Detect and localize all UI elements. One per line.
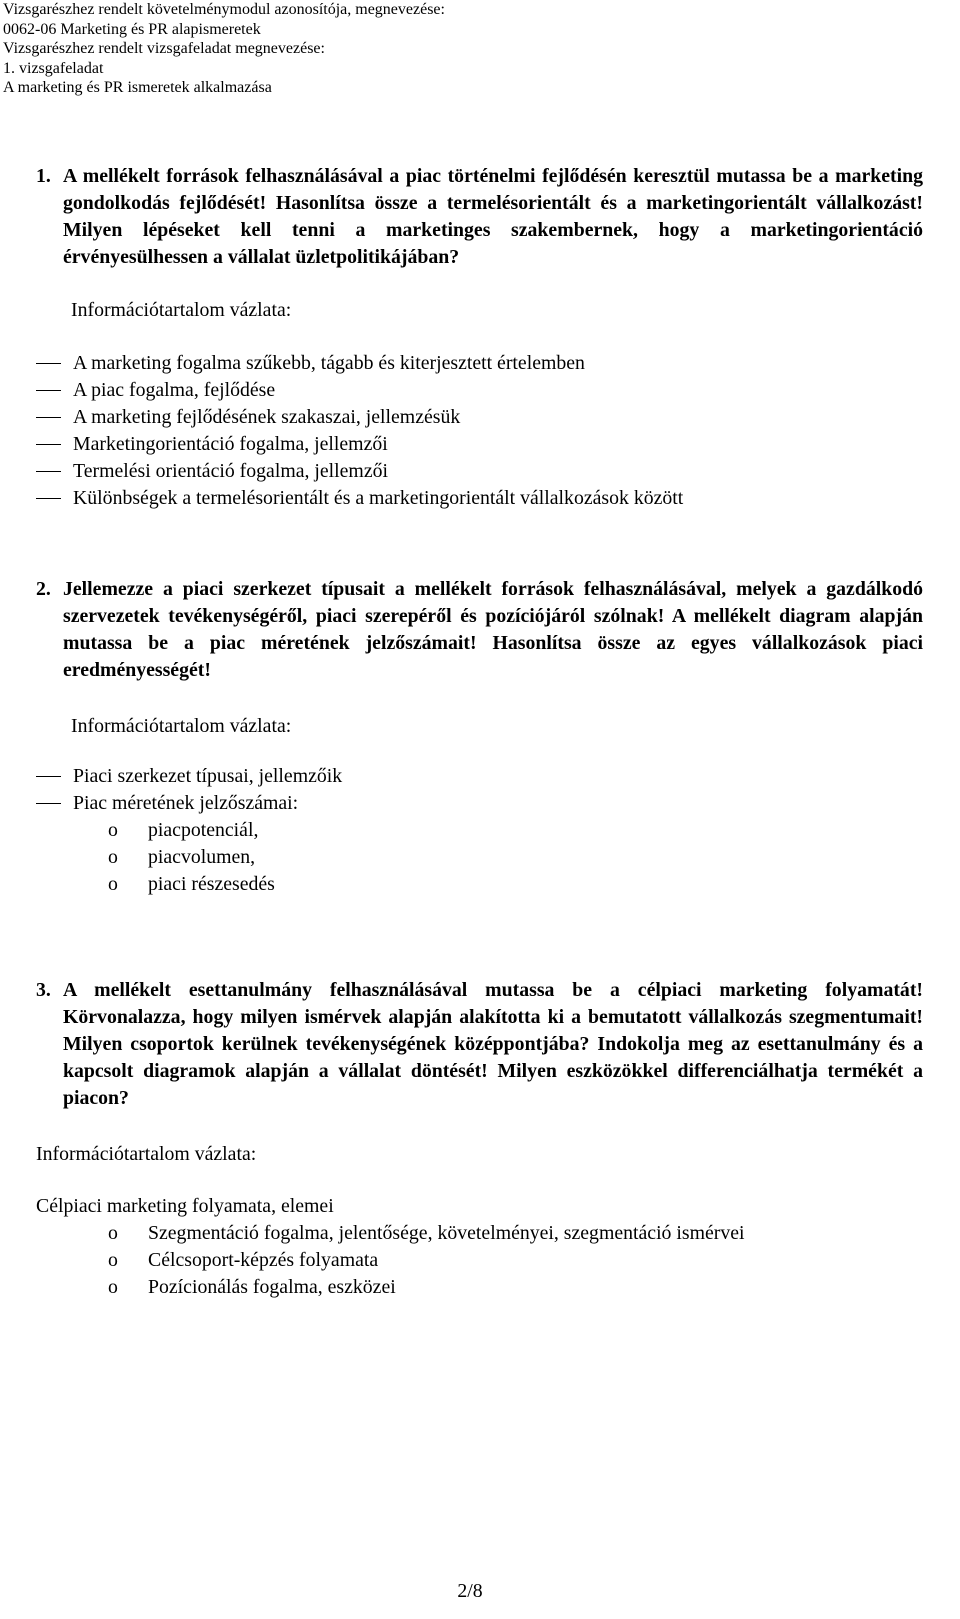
- dash-bullet: [36, 444, 61, 445]
- o-bullet: o: [108, 1222, 118, 1244]
- question-text: A mellékelt források felhasználásával a piac történelmi fejlődésén keresztül mutassa be a marketing gondolkodás fejlődését! Hasonlítsa össze a termelésorientált és a marketingorientált vállalkozást! Milyen lépéseket kell tenni a marketinges szakembernek, hogy a marketingorientáció érvényesülhessen a vállalat üzletpolitikájában?: [63, 165, 923, 268]
- header-line: A marketing és PR ismeretek alkalmazása: [3, 79, 272, 96]
- header-line: 0062-06 Marketing és PR alapismeretek: [3, 20, 261, 38]
- dash-bullet: [36, 471, 61, 472]
- list-item: o Célcsoport-képzés folyamata: [108, 1247, 960, 1274]
- list-item: Piaci szerkezet típusai, jellemzőik: [36, 763, 936, 790]
- o-bullet: o: [108, 873, 118, 895]
- list-item: A piac fogalma, fejlődése: [36, 377, 936, 404]
- header-line: Vizsgarészhez rendelt vizsgafeladat megnevezése:: [3, 40, 325, 57]
- header-line: 1. vizsgafeladat: [3, 59, 104, 77]
- q1-outline-list: [36, 350, 936, 512]
- list-item: Termelési orientáció fogalma, jellemzői: [36, 458, 936, 485]
- dash-bullet: [36, 803, 61, 804]
- page-header: [3, 0, 943, 98]
- info-label: Információtartalom vázlata:: [71, 299, 292, 321]
- list-item: Marketingorientáció fogalma, jellemzői: [36, 431, 936, 458]
- list-item: o piacpotenciál,: [108, 817, 960, 844]
- dash-bullet: [36, 363, 61, 364]
- question-number: 3.: [36, 979, 51, 1001]
- question-number: 2.: [36, 578, 51, 600]
- dash-bullet: [36, 776, 61, 777]
- info-label: Információtartalom vázlata:: [36, 1143, 257, 1165]
- dash-bullet: [36, 417, 61, 418]
- q3-sub-list: [108, 1220, 960, 1301]
- o-bullet: o: [108, 846, 118, 868]
- question-2: [36, 576, 923, 684]
- info-label: Információtartalom vázlata:: [71, 715, 292, 737]
- question-1: [36, 163, 923, 271]
- list-item: o Pozícionálás fogalma, eszközei: [108, 1274, 960, 1301]
- question-3: [36, 977, 923, 1112]
- list-item: o piaci részesedés: [108, 871, 960, 898]
- list-item: A marketing fogalma szűkebb, tágabb és kiterjesztett értelemben: [36, 350, 936, 377]
- header-line: Vizsgarészhez rendelt követelménymodul azonosítója, megnevezése:: [3, 1, 445, 18]
- outline-heading: Célpiaci marketing folyamata, elemei: [36, 1195, 334, 1217]
- list-item: A marketing fejlődésének szakaszai, jellemzésük: [36, 404, 936, 431]
- o-bullet: o: [108, 1249, 118, 1271]
- list-item: o Szegmentáció fogalma, jelentősége, követelményei, szegmentáció ismérvei: [108, 1220, 960, 1247]
- dash-bullet: [36, 390, 61, 391]
- dash-bullet: [36, 498, 61, 499]
- question-text: A mellékelt esettanulmány felhasználásával mutassa be a célpiaci marketing folyamatát! Körvonalazza, hogy milyen ismérvek alapján alakította ki a bemutatott vállalkozás szegmentumait! Milyen csoportok kerülnek tevékenységének középpontjába? Indokolja meg az esettanulmány és a kapcsolt diagramok alapján a vállalat döntését! Milyen eszközökkel differenciálhatja termékét a piacon?: [63, 979, 923, 1109]
- page-number: 2/8: [457, 1580, 483, 1602]
- list-item: Piac méretének jelzőszámai:: [36, 790, 936, 817]
- o-bullet: o: [108, 819, 118, 841]
- question-text: Jellemezze a piaci szerkezet típusait a mellékelt források felhasználásával, melyek a gazdálkodó szervezetek tevékenységéről, piaci szerepéről és pozíciójáról szólnak! A mellékelt diagram alapján mutassa be a piac méretének jelzőszámait! Hasonlítsa össze az egyes vállalkozások piaci eredményességét!: [63, 578, 923, 681]
- list-item: Különbségek a termelésorientált és a marketingorientált vállalkozások között: [36, 485, 936, 512]
- o-bullet: o: [108, 1276, 118, 1298]
- list-item: o piacvolumen,: [108, 844, 960, 871]
- q2-sub-list: [108, 817, 960, 898]
- q2-outline-list: [36, 763, 936, 817]
- question-number: 1.: [36, 165, 51, 187]
